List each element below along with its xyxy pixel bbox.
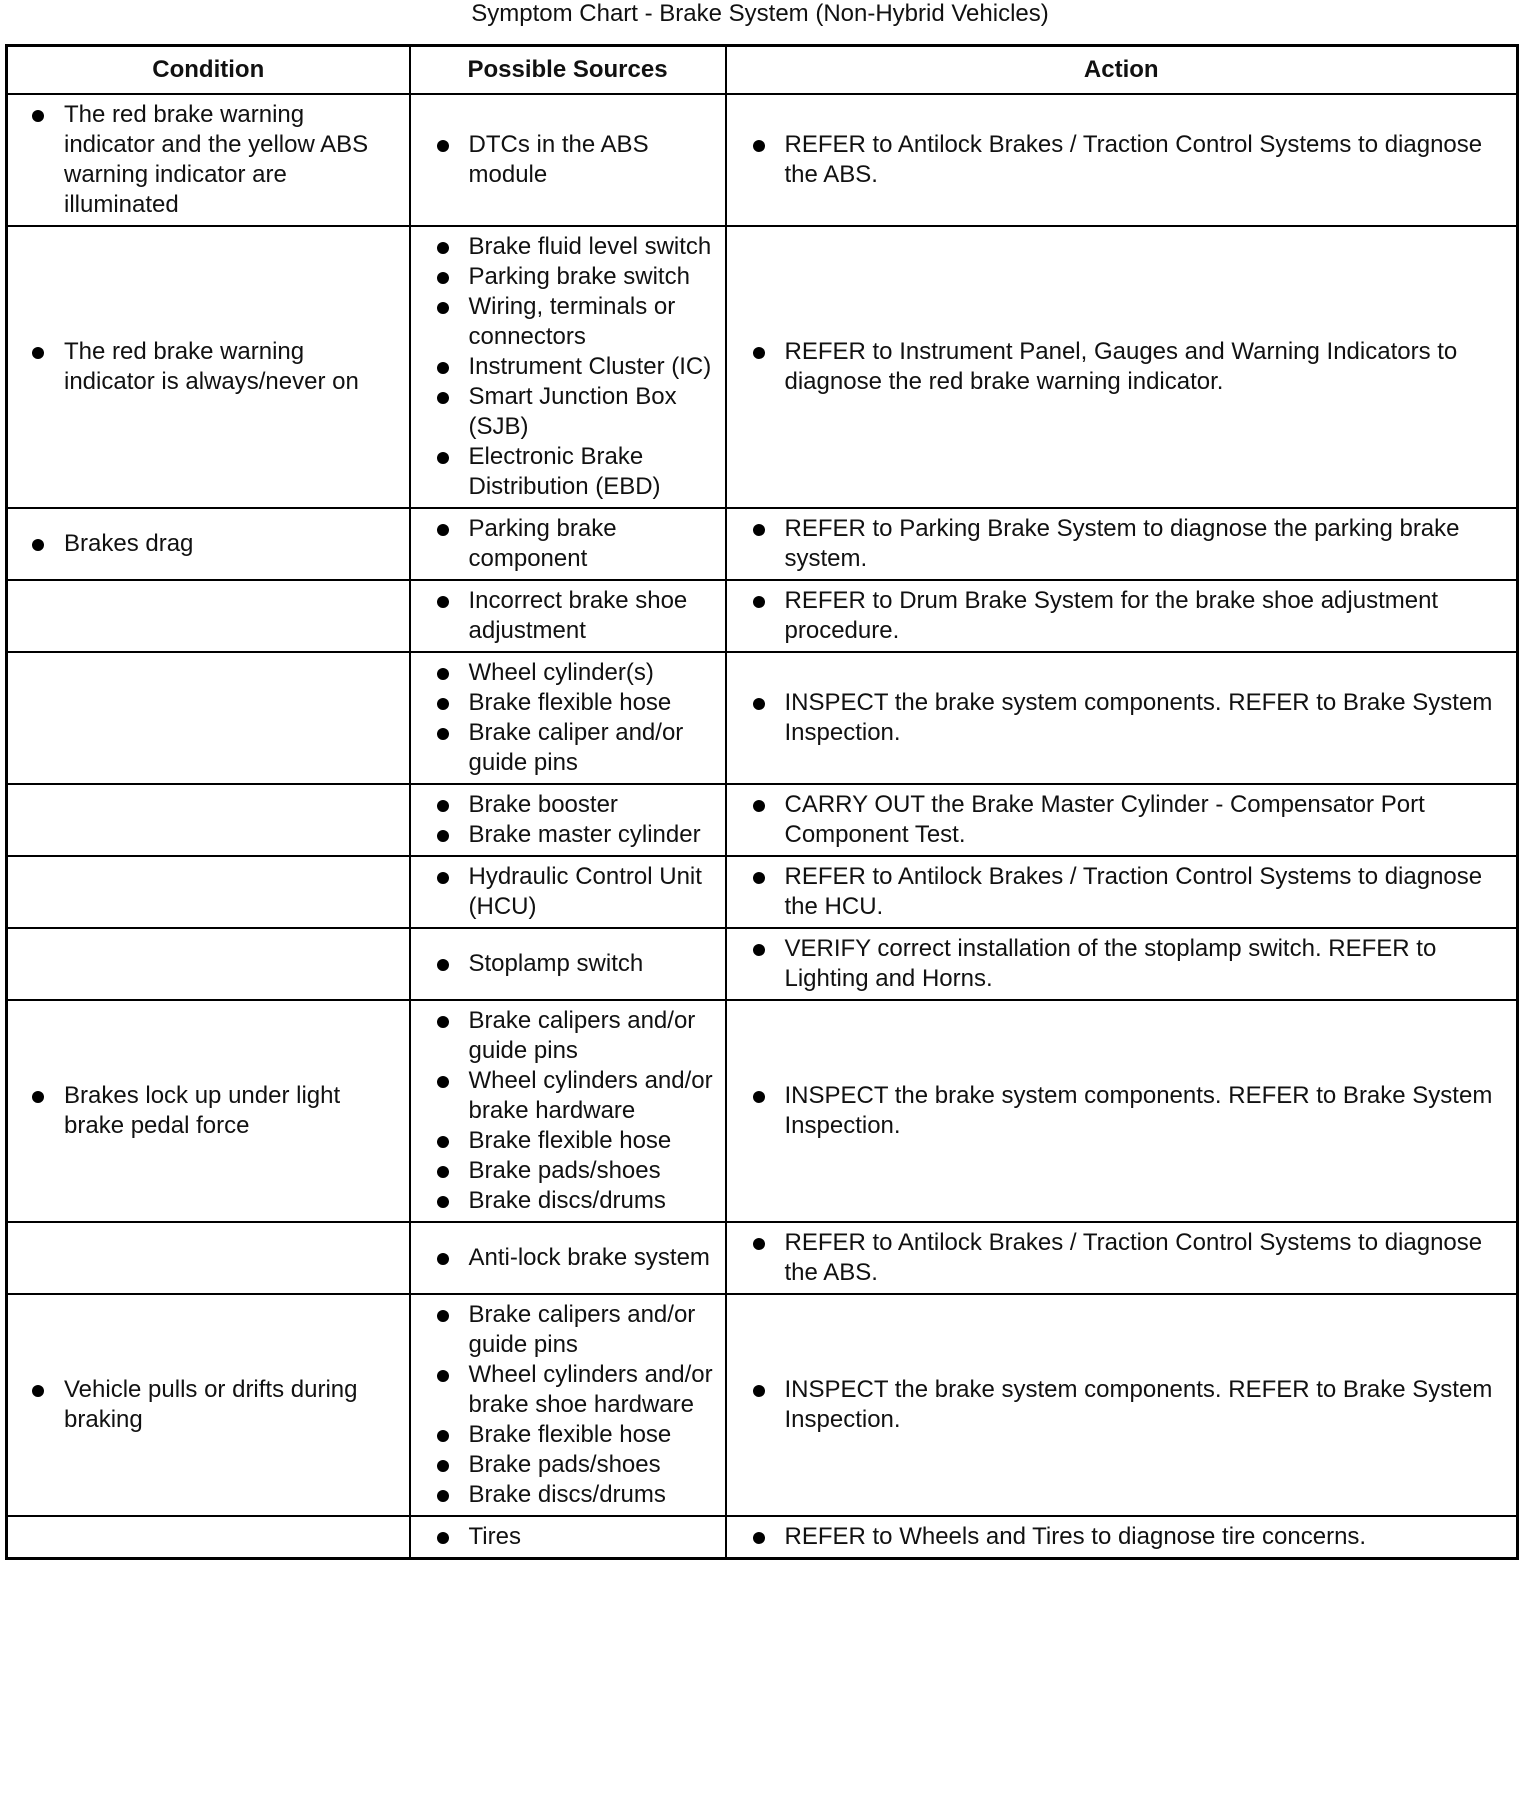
table-row — [7, 1516, 1518, 1559]
action-item: REFER to Drum Brake System for the brake shoe adjustment procedure. — [751, 586, 1497, 646]
action-cell — [726, 1000, 1518, 1222]
action-list — [751, 862, 1497, 922]
source-item: Parking brake switch — [435, 262, 715, 292]
sources-cell — [410, 856, 726, 928]
action-list — [751, 1081, 1497, 1141]
condition-cell — [7, 94, 410, 226]
condition-list — [30, 1375, 399, 1435]
table-row — [7, 652, 1518, 784]
sources-cell — [410, 784, 726, 856]
sources-cell — [410, 1516, 726, 1559]
action-item: REFER to Antilock Brakes / Traction Control Systems to diagnose the ABS. — [751, 1228, 1497, 1288]
source-item: Incorrect brake shoe adjustment — [435, 586, 715, 646]
source-item: Brake master cylinder — [435, 820, 715, 850]
sources-list — [435, 1243, 715, 1273]
table-row — [7, 856, 1518, 928]
condition-list — [30, 337, 399, 397]
source-item: Stoplamp switch — [435, 949, 715, 979]
action-item: INSPECT the brake system components. REFER to Brake System Inspection. — [751, 1375, 1497, 1435]
page-title: Symptom Chart - Brake System (Non-Hybrid Vehicles) — [471, 0, 1049, 27]
condition-list — [30, 100, 399, 220]
source-item: DTCs in the ABS module — [435, 130, 715, 190]
action-item: REFER to Antilock Brakes / Traction Control Systems to diagnose the HCU. — [751, 862, 1497, 922]
condition-cell — [7, 1516, 410, 1559]
source-item: Wheel cylinder(s) — [435, 658, 715, 688]
sources-list — [435, 232, 715, 502]
sources-cell — [410, 1000, 726, 1222]
condition-item: The red brake warning indicator and the yellow ABS warning indicator are illuminated — [30, 100, 399, 220]
source-item: Brake discs/drums — [435, 1186, 715, 1216]
action-item: VERIFY correct installation of the stoplamp switch. REFER to Lighting and Horns. — [751, 934, 1497, 994]
condition-cell — [7, 1222, 410, 1294]
source-item: Brake pads/shoes — [435, 1156, 715, 1186]
sources-list — [435, 1300, 715, 1510]
source-item: Hydraulic Control Unit (HCU) — [435, 862, 715, 922]
action-header: Action — [726, 46, 1518, 95]
table-row — [7, 226, 1518, 508]
action-cell — [726, 508, 1518, 580]
source-item: Wiring, terminals or connectors — [435, 292, 715, 352]
condition-cell — [7, 508, 410, 580]
sources-cell — [410, 928, 726, 1000]
sources-list — [435, 1006, 715, 1216]
sources-list — [435, 949, 715, 979]
condition-item: Brakes lock up under light brake pedal force — [30, 1081, 399, 1141]
symptom-chart-table — [5, 44, 1519, 1560]
condition-item: The red brake warning indicator is always/never on — [30, 337, 399, 397]
sources-cell — [410, 226, 726, 508]
sources-cell — [410, 652, 726, 784]
action-cell — [726, 1294, 1518, 1516]
table-row — [7, 580, 1518, 652]
condition-cell — [7, 652, 410, 784]
condition-item: Brakes drag — [30, 529, 399, 559]
action-cell — [726, 784, 1518, 856]
action-item: INSPECT the brake system components. REFER to Brake System Inspection. — [751, 1081, 1497, 1141]
table-body — [7, 94, 1518, 1559]
source-item: Brake discs/drums — [435, 1480, 715, 1510]
sources-cell — [410, 1294, 726, 1516]
action-list — [751, 934, 1497, 994]
action-item: REFER to Wheels and Tires to diagnose tire concerns. — [751, 1522, 1497, 1552]
condition-cell — [7, 856, 410, 928]
sources-cell — [410, 1222, 726, 1294]
source-item: Brake booster — [435, 790, 715, 820]
action-item: REFER to Parking Brake System to diagnose the parking brake system. — [751, 514, 1497, 574]
action-list — [751, 790, 1497, 850]
condition-cell — [7, 226, 410, 508]
sources-cell — [410, 580, 726, 652]
source-item: Parking brake component — [435, 514, 715, 574]
action-cell — [726, 652, 1518, 784]
action-list — [751, 130, 1497, 190]
source-item: Brake calipers and/or guide pins — [435, 1006, 715, 1066]
action-cell — [726, 928, 1518, 1000]
sources-cell — [410, 508, 726, 580]
action-list — [751, 688, 1497, 748]
action-list — [751, 1375, 1497, 1435]
table-row — [7, 1000, 1518, 1222]
action-item: REFER to Antilock Brakes / Traction Control Systems to diagnose the ABS. — [751, 130, 1497, 190]
header-row — [7, 46, 1518, 95]
source-item: Electronic Brake Distribution (EBD) — [435, 442, 715, 502]
condition-header: Condition — [7, 46, 410, 95]
action-cell — [726, 226, 1518, 508]
condition-cell — [7, 1000, 410, 1222]
action-list — [751, 586, 1497, 646]
sources-list — [435, 862, 715, 922]
action-cell — [726, 580, 1518, 652]
action-cell — [726, 1516, 1518, 1559]
source-item: Brake caliper and/or guide pins — [435, 718, 715, 778]
source-item: Brake pads/shoes — [435, 1450, 715, 1480]
source-item: Brake flexible hose — [435, 1126, 715, 1156]
action-item: INSPECT the brake system components. REFER to Brake System Inspection. — [751, 688, 1497, 748]
action-list — [751, 337, 1497, 397]
source-item: Tires — [435, 1522, 715, 1552]
action-cell — [726, 1222, 1518, 1294]
table-row — [7, 508, 1518, 580]
sources-cell — [410, 94, 726, 226]
condition-cell — [7, 784, 410, 856]
table-row — [7, 1222, 1518, 1294]
action-cell — [726, 856, 1518, 928]
action-item: REFER to Instrument Panel, Gauges and Warning Indicators to diagnose the red brake warning indicator. — [751, 337, 1497, 397]
sources-list — [435, 658, 715, 778]
action-cell — [726, 94, 1518, 226]
sources-list — [435, 514, 715, 574]
action-list — [751, 514, 1497, 574]
action-list — [751, 1522, 1497, 1552]
action-item: CARRY OUT the Brake Master Cylinder - Compensator Port Component Test. — [751, 790, 1497, 850]
source-item: Brake calipers and/or guide pins — [435, 1300, 715, 1360]
sources-list — [435, 790, 715, 850]
source-item: Instrument Cluster (IC) — [435, 352, 715, 382]
sources-list — [435, 1522, 715, 1552]
condition-cell — [7, 580, 410, 652]
condition-item: Vehicle pulls or drifts during braking — [30, 1375, 399, 1435]
table-row — [7, 1294, 1518, 1516]
condition-list — [30, 529, 399, 559]
source-item: Anti-lock brake system — [435, 1243, 715, 1273]
condition-cell — [7, 1294, 410, 1516]
source-item: Brake fluid level switch — [435, 232, 715, 262]
source-item: Brake flexible hose — [435, 688, 715, 718]
sources-header: Possible Sources — [410, 46, 726, 95]
sources-list — [435, 130, 715, 190]
source-item: Wheel cylinders and/or brake shoe hardware — [435, 1360, 715, 1420]
condition-list — [30, 1081, 399, 1141]
table-row — [7, 928, 1518, 1000]
action-list — [751, 1228, 1497, 1288]
table-row — [7, 784, 1518, 856]
table-row — [7, 94, 1518, 226]
sources-list — [435, 586, 715, 646]
source-item: Smart Junction Box (SJB) — [435, 382, 715, 442]
source-item: Brake flexible hose — [435, 1420, 715, 1450]
condition-cell — [7, 928, 410, 1000]
source-item: Wheel cylinders and/or brake hardware — [435, 1066, 715, 1126]
